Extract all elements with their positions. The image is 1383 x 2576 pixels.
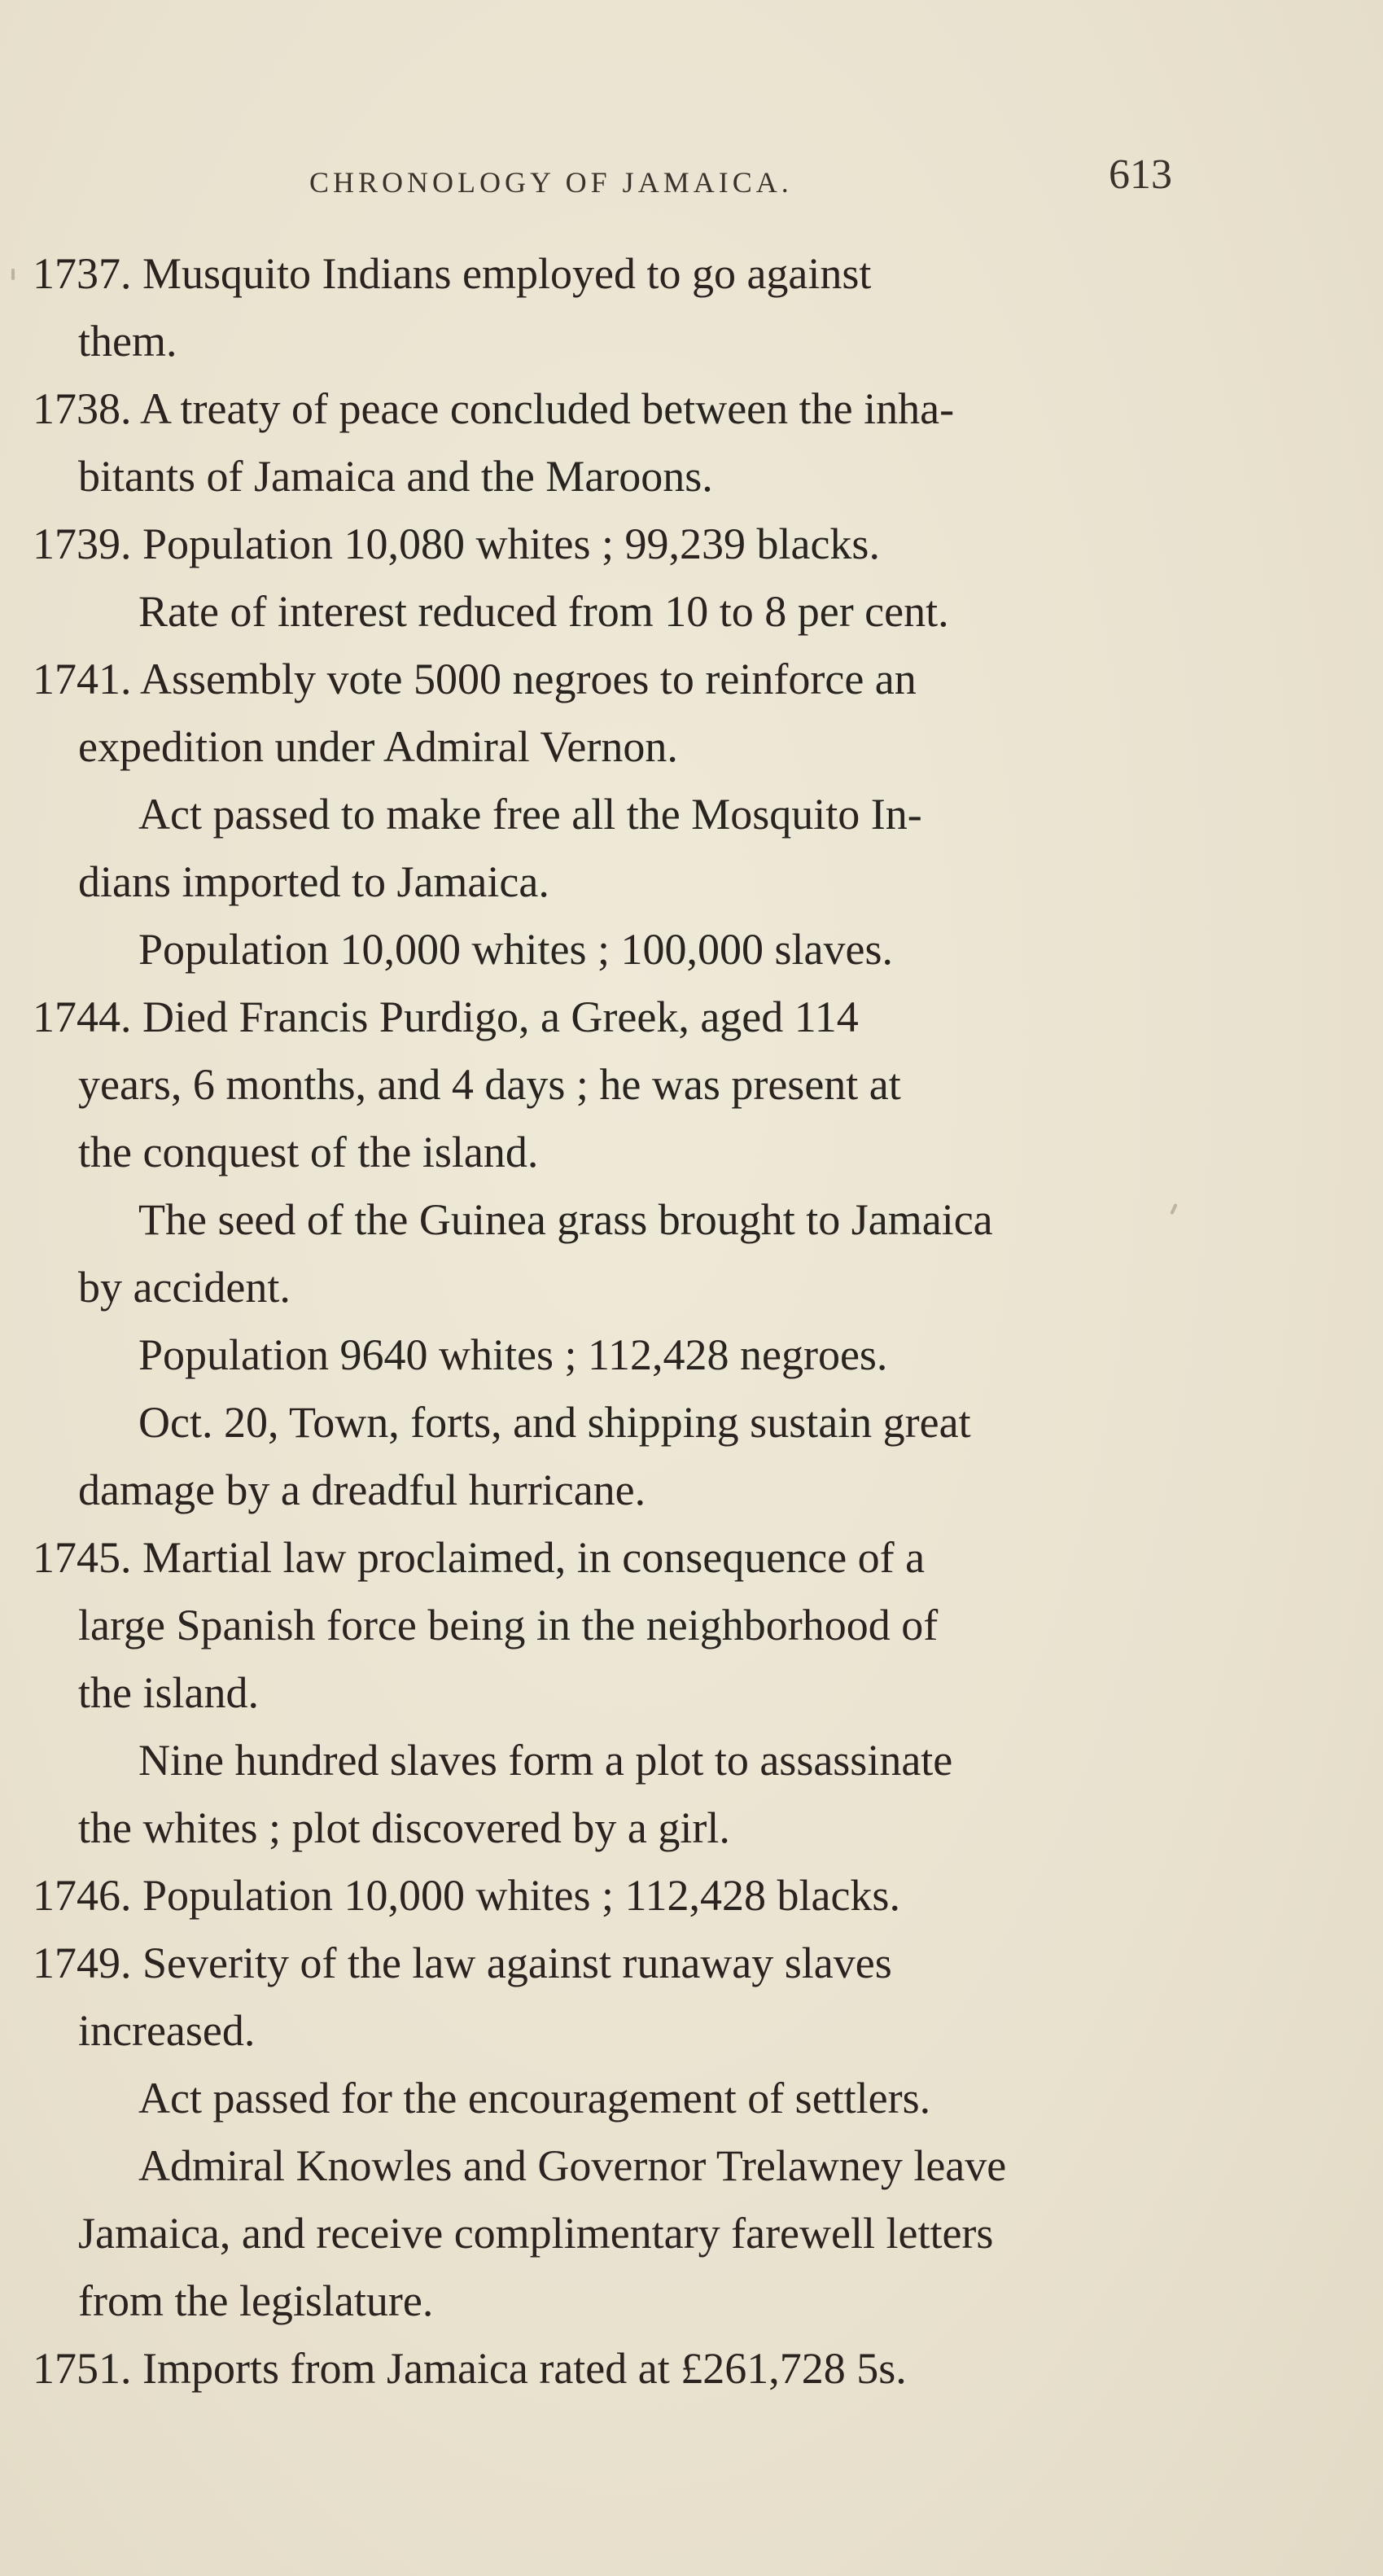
text-line: Admiral Knowles and Governor Trelawney leave [138, 2141, 1007, 2190]
running-head [309, 151, 1172, 216]
text-line: 1749. Severity of the law against runaway slaves [33, 1939, 892, 1987]
text-line: years, 6 months, and 4 days ; he was present at [78, 1060, 901, 1109]
text-line: bitants of Jamaica and the Maroons. [78, 452, 713, 501]
text-line: from the legislature. [78, 2276, 434, 2325]
text-line: the whites ; plot discovered by a girl. [78, 1803, 730, 1852]
text-line: damage by a dreadful hurricane. [78, 1465, 646, 1514]
running-head-title: CHRONOLOGY OF JAMAICA. [309, 166, 793, 199]
text-line: by accident. [78, 1263, 291, 1312]
text-line: 1745. Martial law proclaimed, in consequence of a [33, 1533, 926, 1582]
text-line: 1744. Died Francis Purdigo, a Greek, aged 114 [33, 992, 859, 1041]
text-line: Jamaica, and receive complimentary farewell letters [78, 2209, 994, 2258]
page-number: 613 [1109, 151, 1172, 198]
text-line: the conquest of the island. [78, 1128, 539, 1176]
text-line: 1737. Musquito Indians employed to go against [33, 249, 872, 298]
text-line: The seed of the Guinea grass brought to Jamaica [138, 1195, 993, 1244]
text-line: 1751. Imports from Jamaica rated at £261,728 5s. [33, 2344, 907, 2393]
text-line: increased. [78, 2006, 256, 2055]
text-line: Oct. 20, Town, forts, and shipping sustain great [138, 1398, 971, 1447]
text-line: Population 9640 whites ; 112,428 negroes. [138, 1330, 888, 1379]
text-line: the island. [78, 1668, 259, 1717]
text-line: dians imported to Jamaica. [78, 857, 549, 906]
text-line: Act passed for the encouragement of settlers. [138, 2074, 931, 2123]
text-line: 1738. A treaty of peace concluded between the inha- [33, 384, 955, 433]
text-line: expedition under Admiral Vernon. [78, 722, 678, 771]
text-line: large Spanish force being in the neighborhood of [78, 1601, 939, 1649]
text-line: Rate of interest reduced from 10 to 8 per cent. [138, 587, 949, 636]
text-line: Population 10,000 whites ; 100,000 slaves. [138, 925, 893, 974]
text-line: Act passed to make free all the Mosquito In- [138, 790, 922, 839]
text-line: 1739. Population 10,080 whites ; 99,239 blacks. [33, 519, 880, 568]
text-line: 1746. Population 10,000 whites ; 112,428 blacks. [33, 1871, 900, 1920]
chronology-text [0, 240, 1383, 2403]
text-line: Nine hundred slaves form a plot to assassinate [138, 1736, 953, 1785]
text-line: them. [78, 317, 177, 366]
text-line: 1741. Assembly vote 5000 negroes to reinforce an [33, 655, 917, 703]
